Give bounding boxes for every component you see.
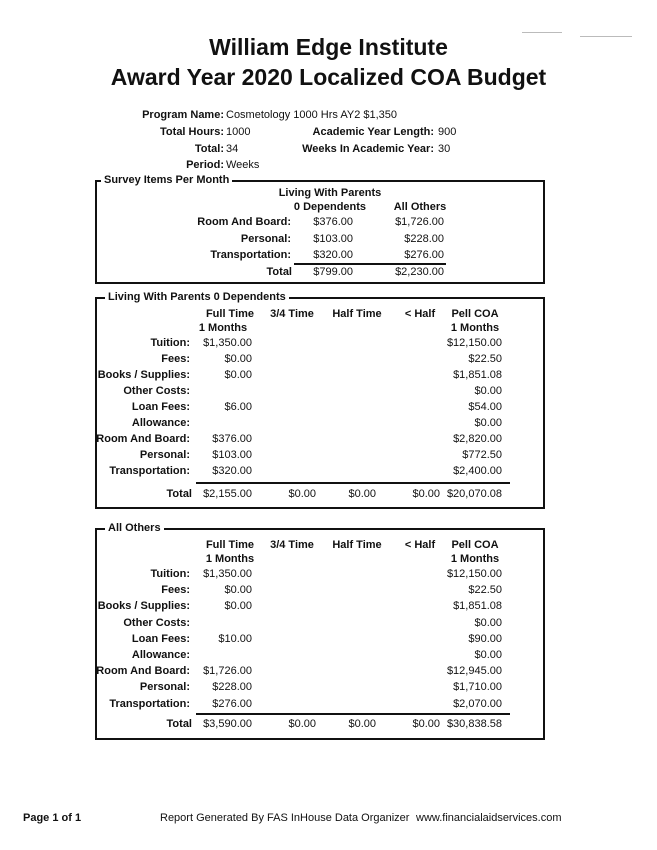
row-pell-coa: $1,851.08: [453, 600, 502, 613]
total-half: $0.00: [348, 718, 376, 730]
row-pell-coa: $12,150.00: [446, 337, 502, 349]
row-label: Tuition:: [150, 568, 190, 580]
total-full: $2,155.00: [203, 488, 252, 500]
row-pell-coa: $0.00: [474, 417, 502, 429]
col-pell: Pell COA: [451, 308, 499, 320]
row-full-time: $0.00: [224, 584, 252, 597]
row-full-time: $320.00: [212, 465, 252, 477]
row-label: Personal:: [139, 449, 190, 461]
row-full-time: $1,726.00: [203, 665, 252, 678]
page-subtitle: Award Year 2020 Localized COA Budget: [110, 64, 547, 90]
page-number: Page 1 of 1: [23, 812, 82, 824]
survey-total-parents: $799.00: [313, 266, 353, 278]
col-pell-months: 1 Months: [450, 553, 500, 565]
row-pell-coa: $12,150.00: [446, 568, 502, 580]
total-value: 34: [226, 143, 239, 155]
col-less-half: < Half: [404, 308, 436, 320]
total-less-half: $0.00: [412, 488, 440, 500]
survey-row-parents: $376.00: [313, 216, 353, 228]
website-link[interactable]: www.financialaidservices.com: [416, 812, 562, 824]
row-full-time: $6.00: [224, 401, 252, 413]
row-full-time: $10.00: [218, 632, 252, 645]
survey-row-label: Transportation:: [210, 249, 291, 261]
row-label: Allowance:: [131, 417, 190, 429]
col-less-half: < Half: [404, 539, 436, 551]
row-label: Books / Supplies:: [97, 369, 190, 381]
program-name-label: Program Name:: [142, 109, 224, 121]
col-half: Half Time: [332, 539, 382, 551]
row-full-time: $0.00: [224, 369, 252, 381]
row-pell-coa: $2,400.00: [453, 465, 502, 477]
col-three-quarter: 3/4 Time: [270, 539, 314, 551]
total-less-half: $0.00: [412, 718, 440, 730]
weeks-in-year-label: Weeks In Academic Year:: [302, 143, 434, 155]
row-pell-coa: $0.00: [474, 649, 502, 661]
survey-total-others: $2,230.00: [395, 266, 444, 278]
section-others-total-rule: [196, 713, 510, 715]
row-label: Tuition:: [150, 337, 190, 349]
total-pell: $20,070.08: [446, 488, 502, 500]
period-value: Weeks: [226, 159, 260, 171]
total-full: $3,590.00: [203, 718, 252, 730]
row-label: Other Costs:: [123, 385, 190, 397]
section-others-legend: All Others: [105, 522, 164, 534]
survey-row-others: $276.00: [404, 249, 444, 261]
row-pell-coa: $1,710.00: [453, 681, 502, 694]
row-pell-coa: $1,851.08: [453, 369, 502, 381]
col-full-time: Full Time: [205, 539, 255, 551]
row-full-time: $0.00: [224, 600, 252, 613]
col-pell-months: 1 Months: [450, 322, 500, 334]
row-label: Other Costs:: [123, 616, 190, 629]
total-three-quarter: $0.00: [288, 488, 316, 500]
col-full-months: 1 Months: [198, 322, 248, 334]
col-half: Half Time: [332, 308, 382, 320]
total-label: Total:: [194, 143, 224, 155]
row-label: Room And Board:: [96, 665, 190, 678]
survey-row-parents: $103.00: [313, 233, 353, 245]
row-pell-coa: $22.50: [468, 353, 502, 365]
row-full-time: $1,350.00: [203, 337, 252, 349]
col-three-quarter: 3/4 Time: [270, 308, 314, 320]
survey-total-rule: [294, 263, 446, 265]
survey-row-label: Room And Board:: [197, 216, 291, 228]
row-pell-coa: $90.00: [468, 632, 502, 645]
row-label: Fees:: [161, 584, 190, 597]
row-label: Books / Supplies:: [97, 600, 190, 613]
row-pell-coa: $0.00: [474, 616, 502, 629]
row-label: Transportation:: [109, 697, 190, 710]
total-hours-label: Total Hours:: [160, 126, 224, 138]
survey-col-others: All Others: [393, 201, 447, 213]
survey-legend: Survey Items Per Month: [101, 174, 232, 186]
col-full-months: 1 Months: [205, 553, 255, 565]
total-hours-value: 1000: [226, 126, 251, 138]
row-full-time: $376.00: [212, 433, 252, 445]
academic-year-length-label: Academic Year Length:: [312, 126, 434, 138]
weeks-in-year-value: 30: [438, 143, 451, 155]
total-three-quarter: $0.00: [288, 718, 316, 730]
report-generated-text: Report Generated By FAS InHouse Data Organizer: [160, 812, 410, 824]
row-full-time: $228.00: [212, 681, 252, 694]
row-pell-coa: $772.50: [462, 449, 502, 461]
survey-row-label: Personal:: [240, 233, 291, 245]
row-label: Loan Fees:: [131, 632, 190, 645]
row-label: Room And Board:: [96, 433, 190, 445]
section-parents-legend: Living With Parents 0 Dependents: [105, 291, 289, 303]
academic-year-length-value: 900: [438, 126, 457, 138]
row-label: Allowance:: [131, 649, 190, 661]
total-pell: $30,838.58: [446, 718, 502, 730]
col-pell: Pell COA: [451, 539, 499, 551]
section-parents-total-rule: [196, 482, 510, 484]
row-pell-coa: $2,820.00: [453, 433, 502, 445]
row-pell-coa: $2,070.00: [453, 697, 502, 710]
row-full-time: $0.00: [224, 353, 252, 365]
row-label: Personal:: [139, 681, 190, 694]
page-title: William Edge Institute: [209, 34, 448, 60]
row-pell-coa: $0.00: [474, 385, 502, 397]
row-label: Fees:: [161, 353, 190, 365]
col-full-time: Full Time: [205, 308, 255, 320]
row-full-time: $1,350.00: [203, 568, 252, 580]
row-pell-coa: $12,945.00: [446, 665, 502, 678]
total-half: $0.00: [348, 488, 376, 500]
row-label: Loan Fees:: [131, 401, 190, 413]
survey-col-parents-line2: 0 Dependents: [293, 201, 367, 213]
survey-row-parents: $320.00: [313, 249, 353, 261]
scan-mark: [522, 32, 562, 33]
row-full-time: $276.00: [212, 697, 252, 710]
period-label: Period:: [186, 159, 224, 171]
row-pell-coa: $22.50: [468, 584, 502, 597]
program-name-value: Cosmetology 1000 Hrs AY2 $1,350: [226, 109, 398, 121]
total-label: Total: [166, 488, 192, 500]
survey-row-others: $228.00: [404, 233, 444, 245]
row-pell-coa: $54.00: [468, 401, 502, 413]
row-label: Transportation:: [109, 465, 190, 477]
survey-total-label: Total: [266, 266, 292, 278]
survey-row-others: $1,726.00: [395, 216, 444, 228]
total-label: Total: [166, 718, 192, 730]
row-full-time: $103.00: [212, 449, 252, 461]
survey-col-parents-line1: Living With Parents: [278, 187, 382, 199]
